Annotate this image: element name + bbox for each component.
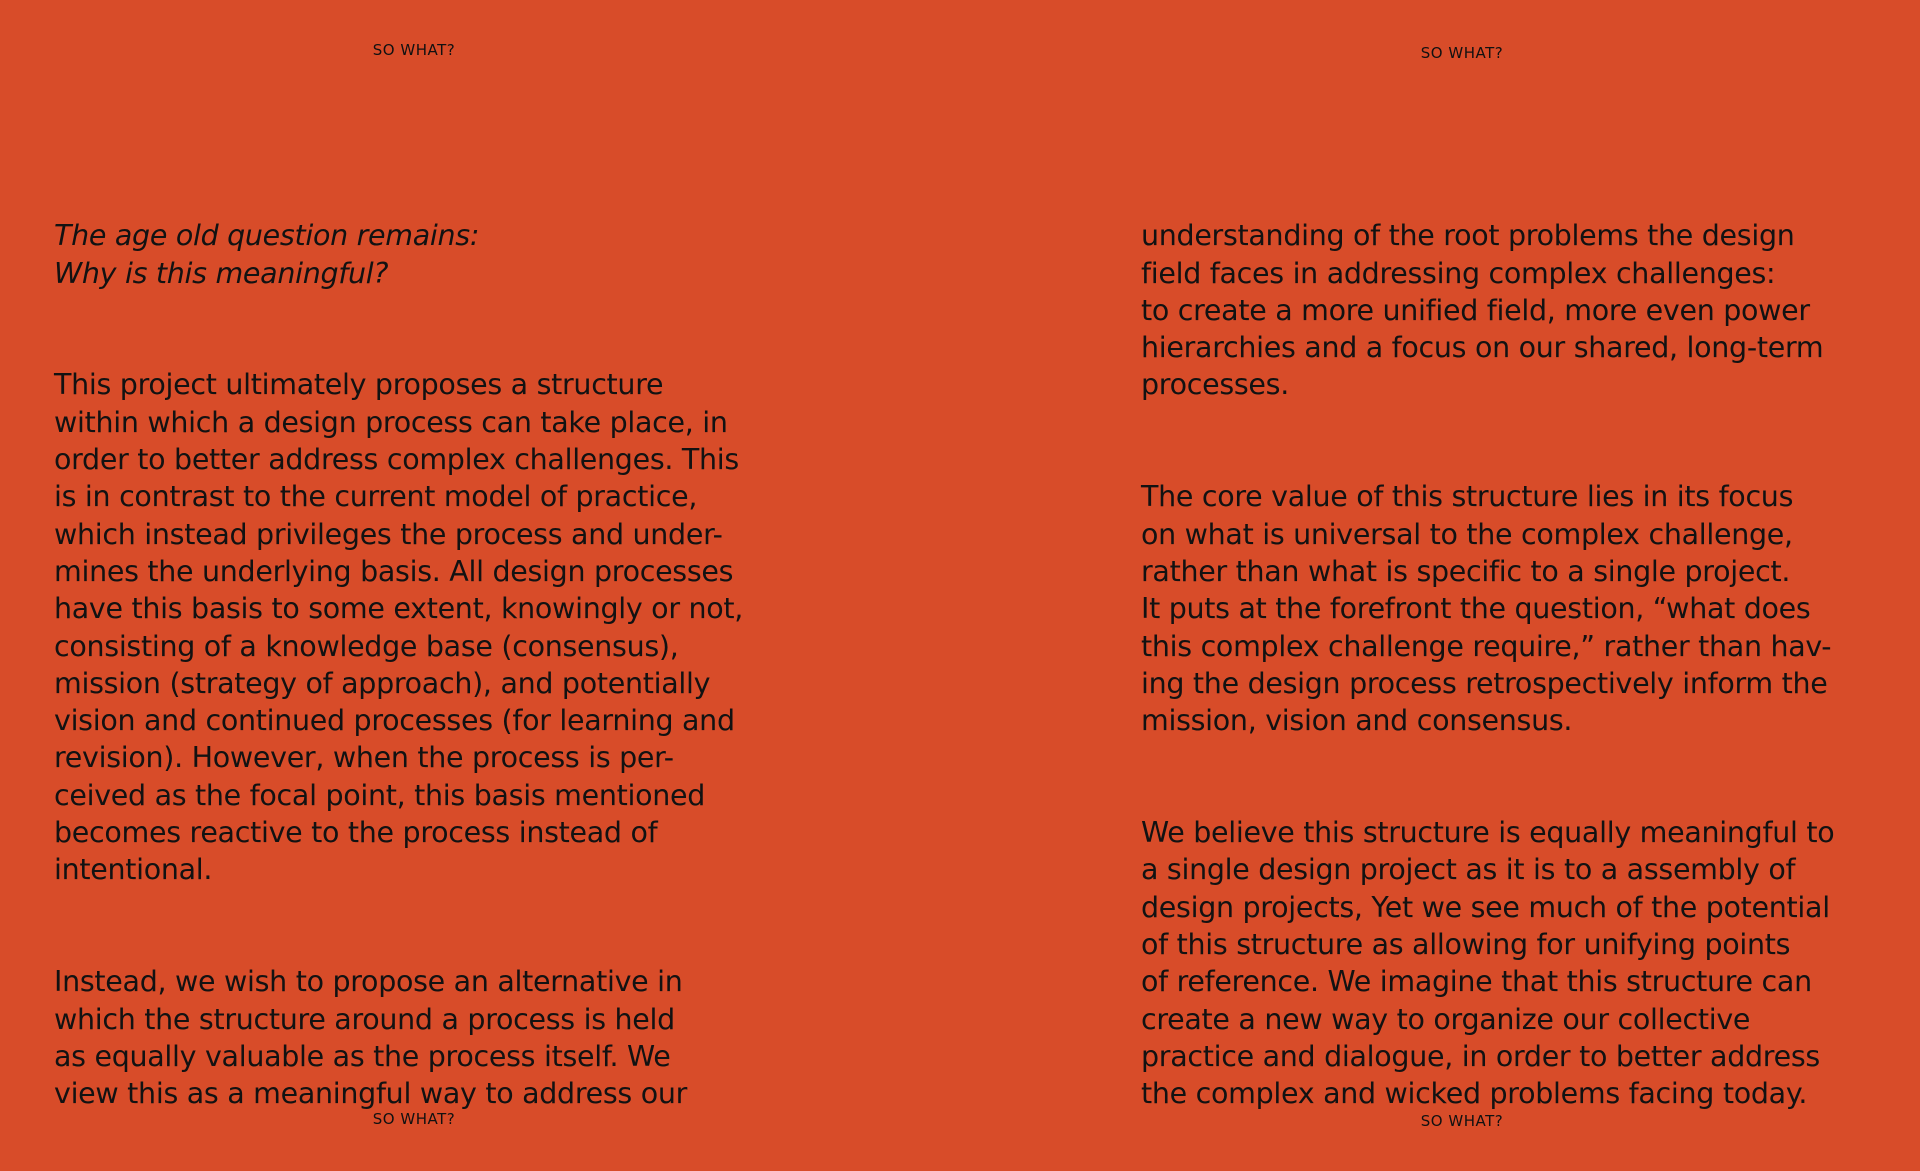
paragraph: understanding of the root problems the design field faces in addressing complex challenges: to create a more unified field, more even power hierarchies and a focus on our shared, long-term processes. xyxy=(1141,219,1824,402)
body-text xyxy=(54,180,794,1150)
running-head-top: SO WHAT? xyxy=(1420,44,1504,62)
running-head-bottom: SO WHAT? xyxy=(1420,1112,1504,1130)
paragraph: This project ultimately proposes a structure within which a design process can take place, in order to better address complex challenges. This is in contrast to the current model of practice, which instead privileges the process and under- mines the underlying basis. All design processes have this basis to some extent, knowingly or not, consisting of a knowledge base (consensus), mission (strategy of approach), and potentially vision and continued processes (for learning and revision). However, when the process is per- ceived as the focal point, this basis mentioned becomes reactive to the process instead of intentional. xyxy=(54,368,744,887)
paragraph: Instead, we wish to propose an alternative in which the structure around a process is held as equally valuable as the process itself. We view this as a meaningful way to address our xyxy=(54,965,688,1111)
paragraph: We believe this structure is equally meaningful to a single design project as it is to a assembly of design projects, Yet we see much of the potential of this structure as allowing for unifying points of reference. We imagine that this structure can create a new way to organize our collective practice and dialogue, in order to better address the complex and wicked problems facing today. xyxy=(1141,816,1835,1111)
paragraph: The core value of this structure lies in its focus on what is universal to the complex challenge, rather than what is specific to a single project. It puts at the forefront the question, “what does this complex challenge require,” rather than hav- ing the design process retrospectively inform the mission, vision and consensus. xyxy=(1141,480,1832,738)
body-text xyxy=(1141,180,1881,1150)
running-head-top: SO WHAT? xyxy=(372,41,456,59)
lead-question: The age old question remains: Why is this meaningful? xyxy=(54,219,480,290)
running-head-bottom: SO WHAT? xyxy=(372,1110,456,1128)
right-page xyxy=(960,0,1920,1171)
